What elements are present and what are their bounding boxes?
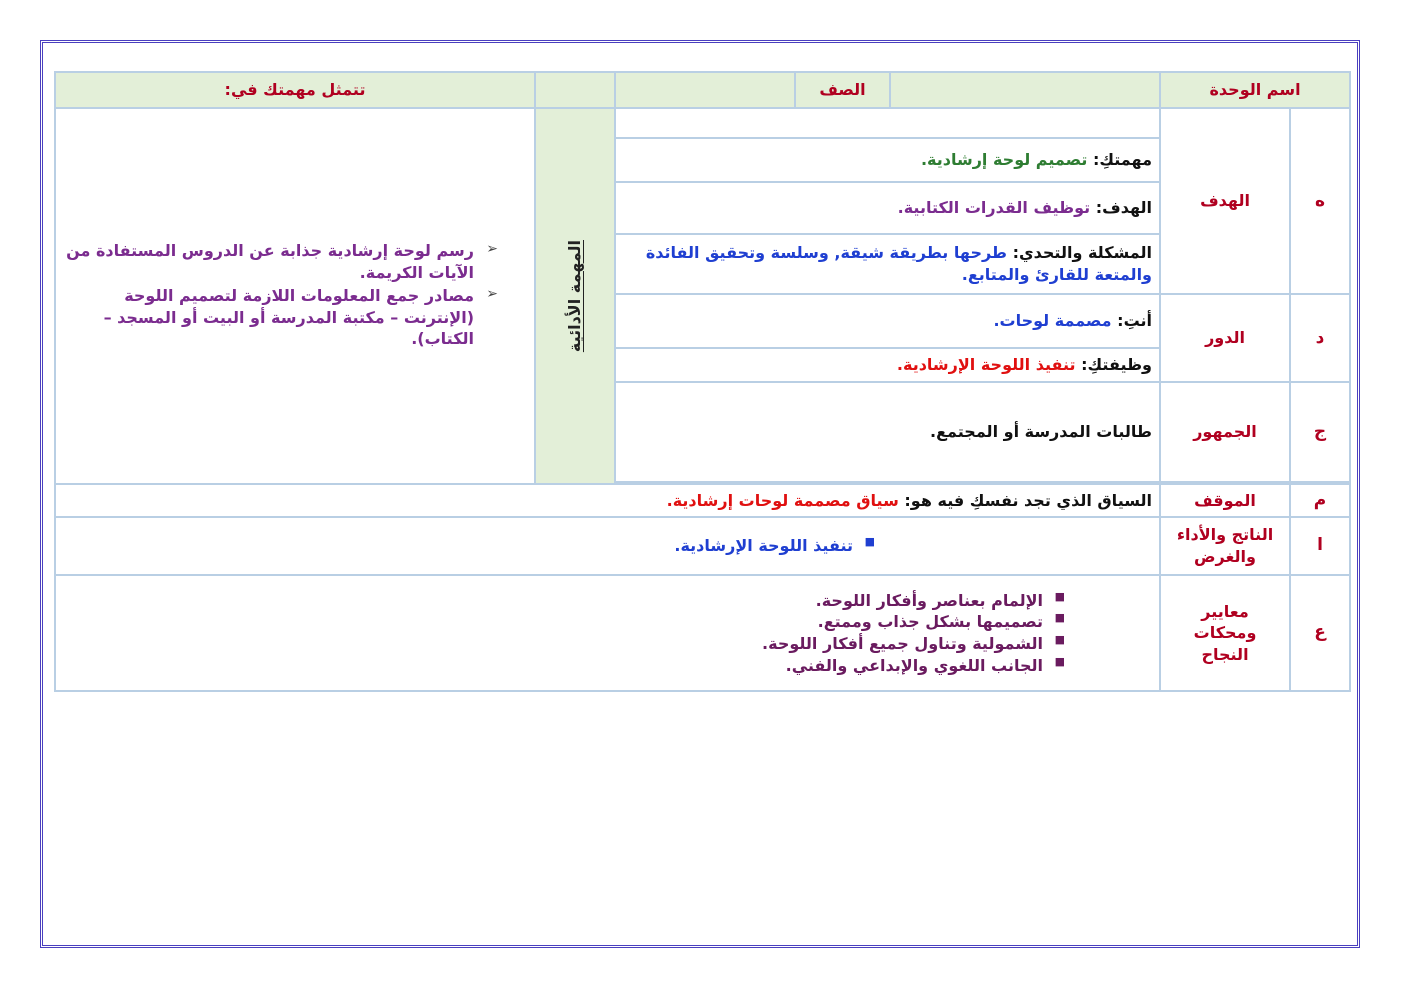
audience-letter: ج <box>1290 382 1350 482</box>
criteria-label: معايير ومحكات النجاح <box>1160 575 1290 691</box>
goal-goal-value: توظيف القدرات الكتابية. <box>897 198 1091 218</box>
header-spacer <box>535 72 615 108</box>
product-list <box>63 535 1079 557</box>
unit-name-label: اسم الوحدة <box>1160 72 1350 108</box>
square-bullet-icon: ■ <box>1054 654 1065 668</box>
check-arrow-icon: ➢ <box>486 241 498 258</box>
list-item: ■ تصميمها بشكل جذاب وممتع. <box>817 611 1065 632</box>
list-item: ■ تنفيذ اللوحة الإرشادية. <box>674 535 875 556</box>
criteria-cell <box>55 575 1160 691</box>
grasps-table <box>54 71 1351 692</box>
check-arrow-icon: ➢ <box>486 286 498 303</box>
square-bullet-icon: ■ <box>1054 589 1065 603</box>
performance-task-vertical-label: المهمة الأدائية <box>565 239 585 353</box>
role-letter: د <box>1290 294 1350 382</box>
unit-name-value[interactable] <box>890 72 1160 108</box>
audience-value: طالبات المدرسة أو المجتمع. <box>615 382 1160 482</box>
square-bullet-icon: ■ <box>864 535 875 549</box>
criteria-list <box>63 590 1069 676</box>
goal-letter: ه <box>1290 108 1350 294</box>
square-bullet-icon: ■ <box>1054 632 1065 646</box>
role-you-value: مصممة لوحات. <box>993 311 1112 331</box>
situation-value: سياق مصممة لوحات إرشادية. <box>666 490 899 510</box>
situation-row: السياق الذي تجد نفسكِ فيه هو: سياق مصممة لوحات إرشادية. <box>55 484 1160 517</box>
task-header: تتمثل مهمتك في: <box>55 72 535 108</box>
product-cell <box>55 517 1160 575</box>
class-label: الصف <box>795 72 890 108</box>
class-value[interactable] <box>615 72 795 108</box>
audience-label: الجمهور <box>1160 382 1290 482</box>
role-job-row: وظيفتكِ: تنفيذ اللوحة الإرشادية. <box>615 348 1160 382</box>
situation-label: الموقف <box>1160 484 1290 517</box>
role-label: الدور <box>1160 294 1290 382</box>
list-item: ■ الإلمام بعناصر وأفكار اللوحة. <box>815 589 1065 610</box>
product-letter: ا <box>1290 517 1350 575</box>
square-bullet-icon: ■ <box>1054 611 1065 625</box>
performance-task-item: ➢ مصادر جمع المعلومات اللازمة لتصميم اللوحة (الإنترنت – مكتبة المدرسة أو البيت أو المسجد – الكتاب). <box>103 286 498 349</box>
role-job-value: تنفيذ اللوحة الإرشادية. <box>896 355 1076 375</box>
list-item: ■ الجانب اللغوي والإبداعي والفني. <box>785 654 1065 675</box>
goal-problem-row: المشكلة والتحدي: طرحها بطريقة شيقة, وسلسة وتحقيق الفائدة والمتعة للقارئ والمتابع. <box>615 234 1160 294</box>
goal-label: الهدف <box>1160 108 1290 294</box>
role-you-row: أنتِ: مصممة لوحات. <box>615 294 1160 348</box>
goal-goal-row: الهدف: توظيف القدرات الكتابية. <box>615 182 1160 234</box>
product-label: الناتج والأداء والغرض <box>1160 517 1290 575</box>
situation-letter: م <box>1290 484 1350 517</box>
list-item: ■ الشمولية وتناول جميع أفكار اللوحة. <box>762 632 1065 653</box>
criteria-letter: ع <box>1290 575 1350 691</box>
performance-task-list <box>66 240 498 350</box>
goal-task-row: مهمتكِ: تصميم لوحة إرشادية. <box>615 138 1160 182</box>
performance-task-content <box>55 108 535 484</box>
performance-task-item: ➢ رسم لوحة إرشادية جذابة عن الدروس المستفادة من الآيات الكريمة. <box>66 241 498 282</box>
performance-task-vertical-cell <box>535 108 615 484</box>
goal-task-value: تصميم لوحة إرشادية. <box>920 150 1088 170</box>
goal-blank-row <box>615 108 1160 138</box>
goal-problem-value: طرحها بطريقة شيقة, وسلسة وتحقيق الفائدة والمتعة للقارئ والمتابع. <box>645 243 1152 284</box>
